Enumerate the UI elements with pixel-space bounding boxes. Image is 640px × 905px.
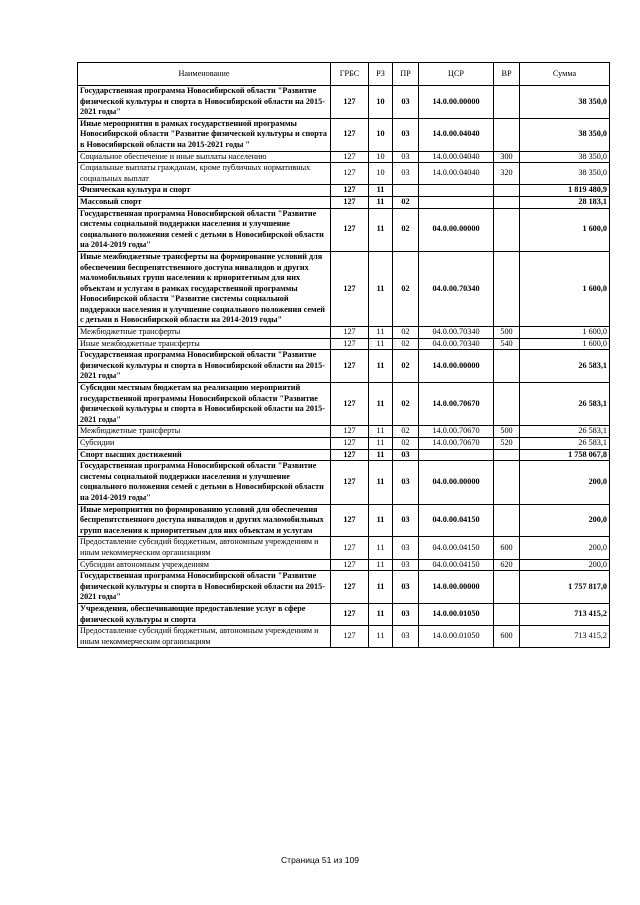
table-row bbox=[78, 196, 610, 208]
cell-rz: 10 bbox=[369, 163, 393, 185]
header-pr: ПР bbox=[393, 63, 419, 86]
cell-sum: 38 350,0 bbox=[520, 163, 610, 185]
table-row bbox=[78, 438, 610, 450]
cell-pr: 02 bbox=[393, 196, 419, 208]
cell-name: Социальное обеспечение и иные выплаты населению bbox=[78, 151, 331, 163]
cell-vr bbox=[494, 118, 520, 151]
cell-name: Государственная программа Новосибирской области "Развитие системы социальной поддержки населения и улучшение социального положения семей с детьми в Новосибирской области на 2014-2019 годы" bbox=[78, 208, 331, 251]
cell-vr bbox=[494, 350, 520, 383]
table-row bbox=[78, 338, 610, 350]
cell-sum: 38 350,0 bbox=[520, 86, 610, 119]
cell-rz: 11 bbox=[369, 251, 393, 326]
cell-name: Субсидии местным бюджетам на реализацию мероприятий государственной программы Новосибирской области "Развитие физической культуры и спорта в Новосибирской области на 2015-2021 годы" bbox=[78, 383, 331, 426]
cell-grbs: 127 bbox=[331, 118, 369, 151]
cell-sum: 1 758 067,8 bbox=[520, 449, 610, 461]
table-body bbox=[78, 86, 610, 648]
cell-csr: 04.0.00.00000 bbox=[419, 461, 494, 504]
cell-name: Иные мероприятия по формированию условий для обеспечения беспрепятственного доступа инвалидов и других маломобильных групп населения к приоритетным для них объектам и услугам bbox=[78, 504, 331, 537]
table-row bbox=[78, 163, 610, 185]
cell-pr: 03 bbox=[393, 461, 419, 504]
cell-csr: 04.0.00.70340 bbox=[419, 338, 494, 350]
cell-pr: 02 bbox=[393, 438, 419, 450]
cell-csr: 04.0.00.04150 bbox=[419, 559, 494, 571]
cell-grbs: 127 bbox=[331, 151, 369, 163]
cell-pr: 03 bbox=[393, 151, 419, 163]
cell-grbs: 127 bbox=[331, 350, 369, 383]
cell-vr bbox=[494, 208, 520, 251]
table-row bbox=[78, 426, 610, 438]
cell-pr: 03 bbox=[393, 163, 419, 185]
table-row bbox=[78, 208, 610, 251]
cell-vr bbox=[494, 251, 520, 326]
cell-rz: 11 bbox=[369, 537, 393, 559]
cell-grbs: 127 bbox=[331, 426, 369, 438]
cell-name: Спорт высших достижений bbox=[78, 449, 331, 461]
cell-vr bbox=[494, 603, 520, 625]
cell-rz: 11 bbox=[369, 504, 393, 537]
cell-rz: 11 bbox=[369, 185, 393, 197]
cell-csr: 14.0.00.70670 bbox=[419, 426, 494, 438]
table-row bbox=[78, 461, 610, 504]
cell-grbs: 127 bbox=[331, 251, 369, 326]
table-row bbox=[78, 151, 610, 163]
cell-name: Массовый спорт bbox=[78, 196, 331, 208]
cell-vr bbox=[494, 86, 520, 119]
cell-name: Субсидии автономным учреждениям bbox=[78, 559, 331, 571]
cell-sum: 26 583,1 bbox=[520, 438, 610, 450]
cell-sum: 38 350,0 bbox=[520, 151, 610, 163]
table-row bbox=[78, 118, 610, 151]
cell-csr: 14.0.00.00000 bbox=[419, 86, 494, 119]
page-footer: Страница 51 из 109 bbox=[281, 855, 359, 865]
cell-csr: 14.0.00.70670 bbox=[419, 438, 494, 450]
header-csr: ЦСР bbox=[419, 63, 494, 86]
cell-grbs: 127 bbox=[331, 208, 369, 251]
cell-sum: 200,0 bbox=[520, 504, 610, 537]
table-row bbox=[78, 559, 610, 571]
cell-name: Социальные выплаты гражданам, кроме публичных нормативных социальных выплат bbox=[78, 163, 331, 185]
cell-csr: 14.0.00.00000 bbox=[419, 350, 494, 383]
cell-name: Государственная программа Новосибирской области "Развитие системы социальной поддержки населения и улучшение социального положения семей с детьми в Новосибирской области на 2014-2019 годы" bbox=[78, 461, 331, 504]
cell-name: Иные межбюджетные трансферты bbox=[78, 338, 331, 350]
table-row bbox=[78, 383, 610, 426]
cell-sum: 200,0 bbox=[520, 537, 610, 559]
cell-csr: 14.0.00.04040 bbox=[419, 118, 494, 151]
cell-pr: 02 bbox=[393, 426, 419, 438]
cell-pr: 03 bbox=[393, 537, 419, 559]
cell-pr: 03 bbox=[393, 571, 419, 604]
cell-grbs: 127 bbox=[331, 571, 369, 604]
cell-vr bbox=[494, 196, 520, 208]
cell-sum: 28 183,1 bbox=[520, 196, 610, 208]
cell-grbs: 127 bbox=[331, 504, 369, 537]
cell-pr: 03 bbox=[393, 603, 419, 625]
cell-rz: 11 bbox=[369, 383, 393, 426]
cell-csr bbox=[419, 185, 494, 197]
cell-pr bbox=[393, 185, 419, 197]
cell-csr: 04.0.00.70340 bbox=[419, 327, 494, 339]
cell-rz: 11 bbox=[369, 196, 393, 208]
cell-vr: 540 bbox=[494, 338, 520, 350]
cell-sum: 713 415,2 bbox=[520, 603, 610, 625]
cell-vr bbox=[494, 571, 520, 604]
cell-rz: 11 bbox=[369, 626, 393, 648]
cell-grbs: 127 bbox=[331, 626, 369, 648]
cell-sum: 713 415,2 bbox=[520, 626, 610, 648]
cell-vr: 300 bbox=[494, 151, 520, 163]
cell-rz: 11 bbox=[369, 350, 393, 383]
table-row bbox=[78, 571, 610, 604]
cell-grbs: 127 bbox=[331, 603, 369, 625]
cell-sum: 200,0 bbox=[520, 559, 610, 571]
cell-pr: 03 bbox=[393, 449, 419, 461]
cell-pr: 03 bbox=[393, 86, 419, 119]
cell-grbs: 127 bbox=[331, 438, 369, 450]
cell-pr: 02 bbox=[393, 327, 419, 339]
cell-csr bbox=[419, 196, 494, 208]
cell-csr: 14.0.00.04040 bbox=[419, 151, 494, 163]
cell-sum: 1 600,0 bbox=[520, 327, 610, 339]
cell-sum: 200,0 bbox=[520, 461, 610, 504]
cell-grbs: 127 bbox=[331, 185, 369, 197]
cell-vr: 520 bbox=[494, 438, 520, 450]
cell-sum: 1 819 480,9 bbox=[520, 185, 610, 197]
cell-csr bbox=[419, 449, 494, 461]
table-row bbox=[78, 350, 610, 383]
cell-vr: 320 bbox=[494, 163, 520, 185]
cell-grbs: 127 bbox=[331, 461, 369, 504]
cell-vr: 500 bbox=[494, 327, 520, 339]
cell-name: Межбюджетные трансферты bbox=[78, 327, 331, 339]
cell-name: Государственная программа Новосибирской области "Развитие физической культуры и спорта в Новосибирской области на 2015-2021 годы" bbox=[78, 571, 331, 604]
table-row bbox=[78, 537, 610, 559]
cell-sum: 1 600,0 bbox=[520, 251, 610, 326]
cell-grbs: 127 bbox=[331, 163, 369, 185]
cell-grbs: 127 bbox=[331, 338, 369, 350]
cell-vr: 500 bbox=[494, 426, 520, 438]
cell-name: Иные межбюджетные трансферты на формирование условий для обеспечения беспрепятственного доступа инвалидов и других маломобильных групп населения к приоритетным для них объектам и услугам в рамках государственной программы Новосибирской области "Развитие системы социальной поддержки населения и улучшение социального положения семей с детьми в Новосибирской области на 2014-2019 годы" bbox=[78, 251, 331, 326]
cell-sum: 1 757 817,0 bbox=[520, 571, 610, 604]
cell-vr bbox=[494, 449, 520, 461]
cell-grbs: 127 bbox=[331, 449, 369, 461]
cell-csr: 04.0.00.00000 bbox=[419, 208, 494, 251]
header-vr: ВР bbox=[494, 63, 520, 86]
cell-pr: 02 bbox=[393, 350, 419, 383]
table-header-row bbox=[78, 63, 610, 86]
cell-rz: 11 bbox=[369, 338, 393, 350]
cell-sum: 26 583,1 bbox=[520, 383, 610, 426]
cell-vr: 600 bbox=[494, 626, 520, 648]
cell-csr: 14.0.00.00000 bbox=[419, 571, 494, 604]
cell-rz: 11 bbox=[369, 426, 393, 438]
table-row bbox=[78, 86, 610, 119]
cell-pr: 03 bbox=[393, 559, 419, 571]
cell-sum: 38 350,0 bbox=[520, 118, 610, 151]
cell-vr: 620 bbox=[494, 559, 520, 571]
cell-grbs: 127 bbox=[331, 559, 369, 571]
cell-csr: 14.0.00.01050 bbox=[419, 626, 494, 648]
cell-pr: 03 bbox=[393, 118, 419, 151]
cell-rz: 10 bbox=[369, 151, 393, 163]
cell-grbs: 127 bbox=[331, 537, 369, 559]
cell-name: Межбюджетные трансферты bbox=[78, 426, 331, 438]
cell-vr: 600 bbox=[494, 537, 520, 559]
cell-sum: 26 583,1 bbox=[520, 426, 610, 438]
cell-rz: 11 bbox=[369, 449, 393, 461]
cell-name: Субсидии bbox=[78, 438, 331, 450]
cell-rz: 11 bbox=[369, 559, 393, 571]
table-row bbox=[78, 504, 610, 537]
header-grbs: ГРБС bbox=[331, 63, 369, 86]
cell-vr bbox=[494, 185, 520, 197]
cell-pr: 02 bbox=[393, 383, 419, 426]
cell-sum: 1 600,0 bbox=[520, 208, 610, 251]
table-row bbox=[78, 626, 610, 648]
header-name: Наименование bbox=[78, 63, 331, 86]
cell-rz: 10 bbox=[369, 118, 393, 151]
table-row bbox=[78, 449, 610, 461]
cell-csr: 04.0.00.70340 bbox=[419, 251, 494, 326]
cell-rz: 11 bbox=[369, 461, 393, 504]
cell-name: Предоставление субсидий бюджетным, автономным учреждениям и иным некоммерческим организациям bbox=[78, 537, 331, 559]
cell-name: Государственная программа Новосибирской области "Развитие физической культуры и спорта в Новосибирской области на 2015-2021 годы" bbox=[78, 86, 331, 119]
cell-grbs: 127 bbox=[331, 327, 369, 339]
cell-sum: 1 600,0 bbox=[520, 338, 610, 350]
cell-pr: 02 bbox=[393, 338, 419, 350]
cell-csr: 14.0.00.01050 bbox=[419, 603, 494, 625]
cell-csr: 04.0.00.04150 bbox=[419, 504, 494, 537]
cell-rz: 11 bbox=[369, 327, 393, 339]
cell-rz: 11 bbox=[369, 603, 393, 625]
cell-name: Предоставление субсидий бюджетным, автономным учреждениям и иным некоммерческим организациям bbox=[78, 626, 331, 648]
table-row bbox=[78, 185, 610, 197]
cell-pr: 03 bbox=[393, 626, 419, 648]
cell-grbs: 127 bbox=[331, 86, 369, 119]
cell-csr: 04.0.00.04150 bbox=[419, 537, 494, 559]
cell-vr bbox=[494, 461, 520, 504]
header-sum: Сумма bbox=[520, 63, 610, 86]
table-row bbox=[78, 603, 610, 625]
cell-rz: 10 bbox=[369, 86, 393, 119]
cell-grbs: 127 bbox=[331, 196, 369, 208]
cell-name: Государственная программа Новосибирской области "Развитие физической культуры и спорта в Новосибирской области на 2015-2021 годы" bbox=[78, 350, 331, 383]
cell-rz: 11 bbox=[369, 438, 393, 450]
cell-pr: 02 bbox=[393, 208, 419, 251]
table-row bbox=[78, 327, 610, 339]
cell-rz: 11 bbox=[369, 571, 393, 604]
budget-table bbox=[77, 62, 610, 648]
cell-rz: 11 bbox=[369, 208, 393, 251]
cell-csr: 14.0.00.04040 bbox=[419, 163, 494, 185]
cell-vr bbox=[494, 504, 520, 537]
cell-vr bbox=[494, 383, 520, 426]
header-rz: РЗ bbox=[369, 63, 393, 86]
cell-csr: 14.0.00.70670 bbox=[419, 383, 494, 426]
cell-name: Иные мероприятия в рамках государственной программы Новосибирской области "Развитие физической культуры и спорта в Новосибирской области на 2015-2021 годы " bbox=[78, 118, 331, 151]
cell-pr: 02 bbox=[393, 251, 419, 326]
cell-pr: 03 bbox=[393, 504, 419, 537]
cell-sum: 26 583,1 bbox=[520, 350, 610, 383]
cell-name: Учреждения, обеспечивающие предоставление услуг в сфере физической культуры и спорта bbox=[78, 603, 331, 625]
cell-grbs: 127 bbox=[331, 383, 369, 426]
table-row bbox=[78, 251, 610, 326]
cell-name: Физическая культура и спорт bbox=[78, 185, 331, 197]
